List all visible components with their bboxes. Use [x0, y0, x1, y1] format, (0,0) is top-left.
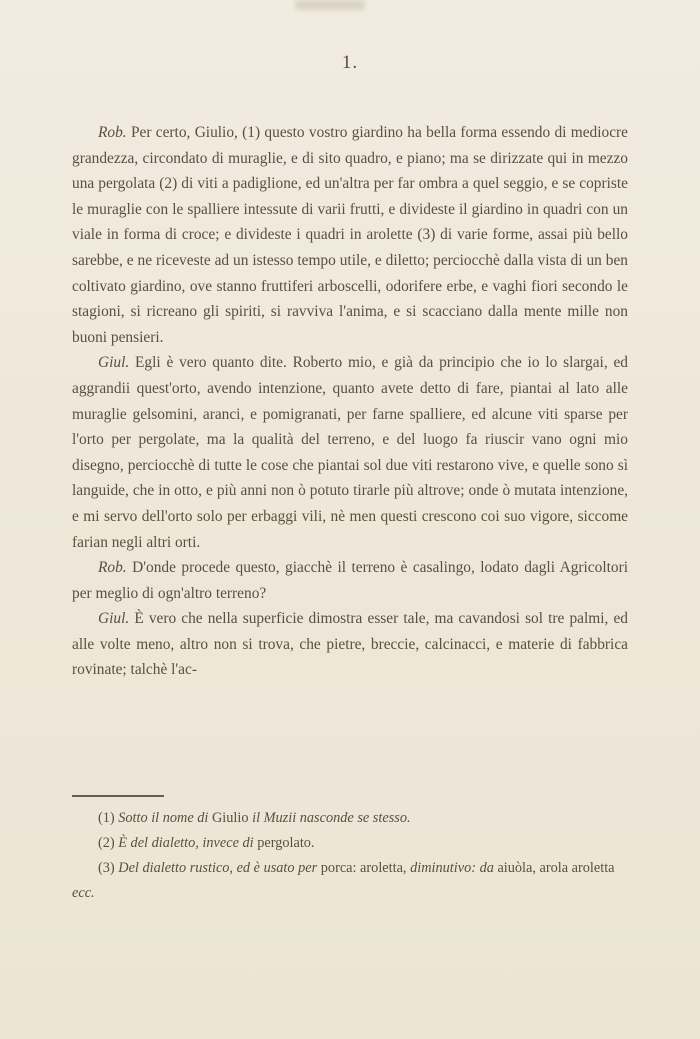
footnote-italic-1: Sotto il nome di	[118, 810, 212, 826]
speaker-label-4: Giul.	[98, 610, 130, 628]
footnote-roman-3b: aiuòla, arola aroletta	[497, 860, 615, 876]
footnote-separator-rule	[72, 795, 164, 797]
footnote-1	[72, 806, 628, 831]
speaker-label-3: Rob.	[98, 559, 127, 577]
paragraph-text-3: D'onde procede questo, giacchè il terreno è casalingo, lodato dagli Agricoltori per meglio di ogn'altro terreno?	[72, 559, 628, 602]
paragraph-1	[72, 120, 628, 350]
footnote-3	[72, 856, 628, 906]
speaker-label-2: Giul.	[98, 354, 130, 372]
footnote-italic-3c: ecc.	[72, 885, 95, 901]
footnote-2	[72, 831, 628, 856]
footnote-marker-2: (2)	[98, 835, 119, 851]
paragraph-3	[72, 555, 628, 606]
footnote-italic-3b: diminutivo: da	[410, 860, 498, 876]
footnote-italic-1b: il Muzii nasconde se stesso.	[252, 810, 411, 826]
paragraph-2	[72, 350, 628, 555]
footnote-roman-1: Giulio	[211, 810, 253, 826]
paragraph-text-4: È vero che nella superficie dimostra esser tale, ma cavandosi sol tre palmi, ed alle volte meno, altro non si trova, che pietre, breccie, calcinacci, e materie di fabbrica rovinate; talchè l'ac-	[72, 610, 628, 679]
footnote-italic-2: È del dialetto, invece di	[118, 835, 258, 851]
page-top-smudge	[295, 0, 365, 10]
footnote-italic-3: Del dialetto rustico, ed è usato per	[118, 860, 321, 876]
paragraph-text-1: Per certo, Giulio, (1) questo vostro giardino ha bella forma essendo di mediocre grandezza, circondato di muraglie, e di sito quadro, e piano; ma se dirizzate qui in mezzo una pergolata (2) di viti a padiglione, ed un'altra per far ombra a quel seggio, e se copriste le muraglie con le spalliere intessute di varii frutti, e dividestе il giardino in quadri con un viale in forma di croce; e dividestе i quadri in arolette (3) di varie forme, assai più bello sarebbe, e ne riceveste ad un istesso tempo utile, e diletto; perciocchè dalla vista di un ben coltivato giardino, ove stanno fruttiferi arboscelli, odorifere erbe, e vaghi fiori secondo le stagioni, si ricreano gli spiriti, si ravviva l'anima, e si scacciano dalla mente mille non buoni pensieri.	[72, 124, 628, 346]
footnote-roman-2: pergolato.	[257, 835, 315, 851]
footnote-marker-1: (1)	[98, 810, 119, 826]
chapter-number: 1.	[341, 52, 359, 73]
body-text-block	[72, 120, 628, 683]
speaker-label-1: Rob.	[98, 124, 127, 141]
footnote-roman-3: porca: aroletta,	[320, 860, 411, 876]
paragraph-text-2: Egli è vero quanto dite. Roberto mio, e già da principio che io lo slargai, ed aggrandii quest'orto, avendo intenzione, quanto avete detto di fare, piantai al lato alle muraglie gelsomini, aranci, e pomigranati, per farne spalliere, ed alcune viti sparse per l'orto per pergolate, ma la qualità del terreno, e del luogo fa riuscir vano ogni mio disegno, perciocchè di tutte le cose che piantai sol due viti restarono vive, e quelle sono sì languide, che in otto, e più anni non ò potuto tirarle più altrove; onde ò mutata intenzione, e mi servo dell'orto solo per erbaggi vili, nè men questi crescono coi suo vigore, siccome farian negli altri orti.	[72, 354, 628, 551]
paragraph-4	[72, 606, 628, 683]
footnotes-block	[72, 806, 628, 906]
footnote-marker-3: (3)	[98, 860, 119, 876]
